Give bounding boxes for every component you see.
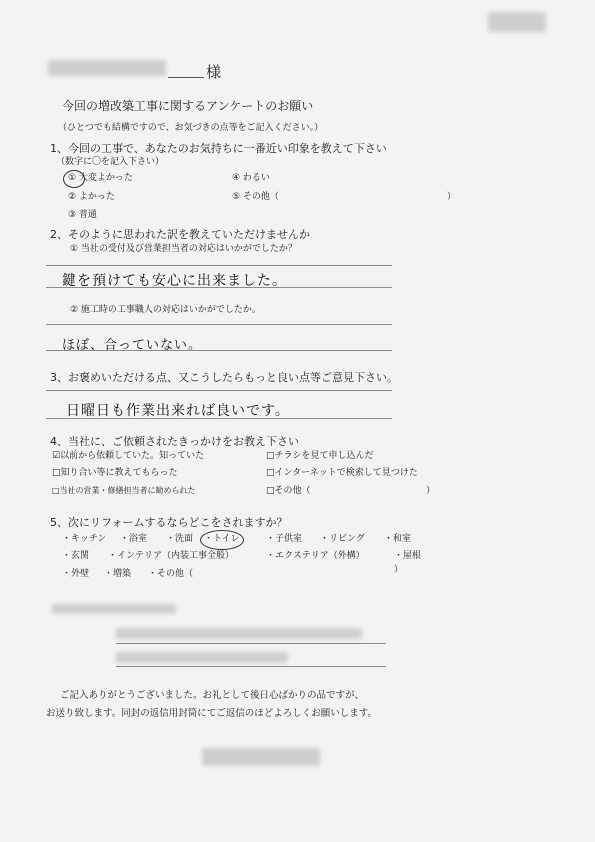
name-underline <box>168 77 204 78</box>
q5-exterior[interactable]: ・エクステリア（外構） <box>266 551 365 561</box>
q5-toilet[interactable]: ・トイレ <box>204 534 240 544</box>
q5-japanese-room[interactable]: ・和室 <box>384 534 412 544</box>
q5-interior[interactable]: ・インテリア（内装工事全般） <box>108 551 235 561</box>
redacted-customer-name <box>48 60 166 76</box>
q5-kitchen[interactable]: ・キッチン <box>62 534 107 544</box>
q5-bath[interactable]: ・浴室 <box>120 534 148 544</box>
q2-question: 2、そのように思われた訳を教えていただけませんか <box>50 228 310 241</box>
q5-entrance[interactable]: ・玄関 <box>62 551 90 561</box>
q4-option-4[interactable]: □インターネットで検索して見つけた <box>266 468 418 478</box>
phone-underline <box>116 666 386 667</box>
q5-extension[interactable]: ・増築 <box>104 569 132 579</box>
q2-sub2: ② 施工時の工事職人の対応はいかがでしたか。 <box>70 305 261 315</box>
q4-close-paren: ） <box>426 486 436 496</box>
q4-option-6[interactable]: □その他（ <box>266 486 311 496</box>
answer-line <box>46 350 392 351</box>
redacted-respondent-label <box>52 604 176 614</box>
q5-outer-wall[interactable]: ・外壁 <box>62 569 90 579</box>
redacted-stamp <box>488 12 546 32</box>
q5-roof[interactable]: ・屋根 <box>394 551 422 561</box>
q2-sub1: ① 当社の受付及び営業担当者の対応はいかがでしたか？ <box>70 244 297 254</box>
q5-washroom[interactable]: ・洗面 <box>166 534 194 544</box>
q1-option-3[interactable]: ③ 普通 <box>68 210 97 220</box>
q4-option-2[interactable]: □チラシを見て申し込んだ <box>266 451 374 461</box>
answer-line <box>46 265 392 266</box>
q2-answer1[interactable]: 鍵を預けても安心に出来ました。 <box>62 273 287 289</box>
q4-option-1[interactable]: ☑以前から依頼していた。知っていた <box>52 451 205 461</box>
q1-option-2[interactable]: ② よかった <box>68 192 115 202</box>
q5-living[interactable]: ・リビング <box>320 534 365 544</box>
q1-option-4[interactable]: ④ わるい <box>232 173 270 183</box>
redacted-address-line2 <box>116 652 288 663</box>
answer-line <box>46 287 392 288</box>
q1-option-1[interactable]: ① 大変よかった <box>68 173 133 183</box>
survey-title: 今回の増改築工事に関するアンケートのお願い <box>62 99 314 113</box>
q1-option-5[interactable]: ⑤ その他（ <box>232 192 279 202</box>
footer-line2: お送り致します。同封の返信用封筒にてご返信のほどよろしくお願いします。 <box>46 708 377 719</box>
footer-line1: ご記入ありがとうございました。お礼として後日心ばかりの品ですが、 <box>60 690 365 701</box>
q4-option-3[interactable]: □知り合い等に教えてもらった <box>52 468 178 478</box>
answer-line <box>46 324 392 325</box>
q5-close-paren: ） <box>394 565 404 575</box>
q5-kids-room[interactable]: ・子供室 <box>266 534 303 544</box>
q1-instruction: （数字に〇を記入下さい） <box>56 157 165 167</box>
q5-question: 5、次にリフォームするならどこをされますか？ <box>50 516 288 529</box>
survey-intro: （ひとつでも結構ですので、お気づきの点等をご記入ください。） <box>58 123 324 133</box>
answer-line <box>46 390 392 391</box>
q4-option-5[interactable]: □当社の営業・修繕担当者に勧められた <box>52 486 196 495</box>
redacted-company-name <box>202 748 320 766</box>
answer-line <box>46 418 392 419</box>
redacted-address-line1 <box>116 628 362 639</box>
q3-answer[interactable]: 日曜日も作業出来れば良いです。 <box>66 403 290 419</box>
q1-question: 1、今回の工事で、あなたのお気持ちに一番近い印象を教えて下さい <box>50 142 387 155</box>
honorific: 様 <box>206 63 222 81</box>
q4-question: 4、当社に、ご依頼されたきっかけをお教え下さい <box>50 435 299 448</box>
q3-question: 3、お褒めいただける点、又こうしたらもっと良い点等ご意見下さい。 <box>50 371 398 384</box>
address-underline <box>116 643 386 644</box>
q5-other[interactable]: ・その他（ <box>148 569 194 579</box>
q2-answer2[interactable]: ほぼ、合っていない。 <box>62 338 203 353</box>
q1-close-paren: ） <box>447 192 457 202</box>
